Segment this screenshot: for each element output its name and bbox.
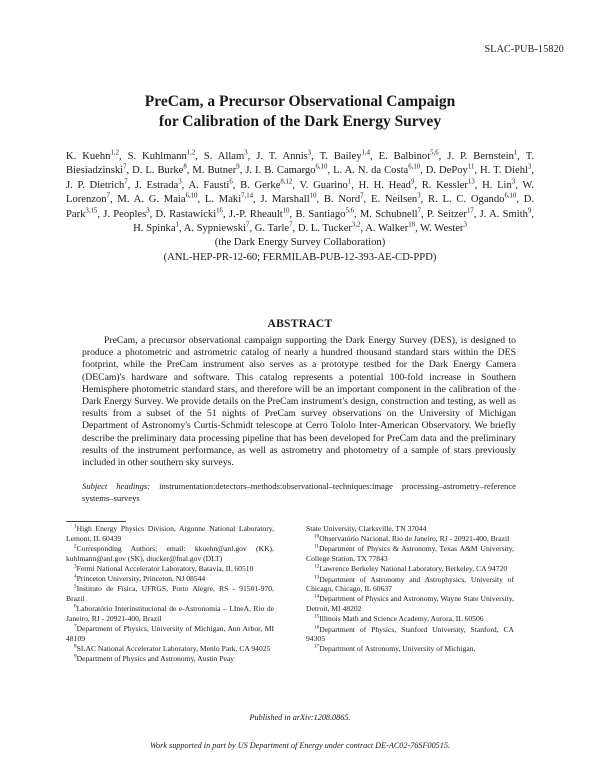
- author-name: P. Seitzer: [426, 208, 467, 220]
- report-numbers: (ANL-HEP-PR-12-60; FERMILAB-PUB-12-393-AE-CD-PPD): [163, 251, 437, 263]
- footnote-number: 2: [74, 543, 77, 550]
- author: [117, 194, 197, 205]
- author-affiliation: 6,10: [185, 192, 198, 200]
- author: [482, 180, 515, 191]
- author-affiliation: 3,2: [351, 221, 361, 229]
- footnote-text: Department of Physics, University of Michigan, Ann Arbor, MI 48109: [66, 624, 274, 643]
- author-name: G. Tarle: [254, 223, 290, 235]
- footnotes-left-column: [66, 524, 274, 664]
- author-name: L. A. N. da Costa: [333, 165, 409, 177]
- author-name: R. Kessler: [421, 179, 468, 191]
- footnote: [306, 524, 514, 534]
- author: [245, 165, 327, 176]
- footnote: [66, 604, 274, 623]
- author: [260, 194, 316, 205]
- author-affiliation: 7,14: [241, 192, 254, 200]
- author-name: J. A. Smith: [479, 208, 528, 220]
- author: [204, 151, 248, 162]
- footnote-text: Illinois Math and Science Academy, Aurora, IL 60506: [319, 614, 484, 624]
- author-affiliation: 6: [229, 178, 233, 186]
- footnote-number: 1: [74, 523, 77, 530]
- author: [480, 209, 532, 220]
- author-affiliation: 3: [417, 192, 421, 200]
- report-number: SLAC-PUB-15820: [484, 44, 564, 55]
- author-name: H. T. Diehl: [480, 165, 528, 177]
- title-line-2: for Calibration of the Dark Energy Survey: [158, 113, 442, 130]
- author-name: J. Marshall: [260, 194, 310, 206]
- footnote-number: 9: [74, 653, 77, 660]
- footnote-text: Department of Physics, Stanford University, Stanford, CA 94305: [306, 624, 514, 644]
- author-name: W. Lorenzon: [66, 179, 535, 206]
- author-name: M. A. G. Maia: [117, 194, 186, 206]
- footnote: [66, 644, 274, 654]
- author-affiliation: 8: [183, 163, 187, 171]
- author-affiliation: 6,10: [315, 163, 328, 171]
- author: [427, 209, 474, 220]
- footnote-number: 12: [314, 563, 320, 570]
- subject-headings-label: Subject headings:: [82, 481, 151, 491]
- author-affiliation: 13: [467, 178, 475, 186]
- author-name: D. L. Tucker: [297, 223, 352, 235]
- footnote-text: Laboratório Interinstitucional de e-Astronomia – LIneA, Rio de Janeiro, RJ - 20921-400, Brazil: [66, 604, 274, 623]
- author-affiliation: 7: [289, 221, 293, 229]
- author: [66, 151, 119, 162]
- footnote: [306, 575, 514, 594]
- footnote-text: Department of Physics and Astronomy, Austin Peay: [76, 654, 235, 664]
- author-affiliation: 3: [146, 207, 150, 215]
- author-name: R. L. C. Ogando: [428, 194, 505, 206]
- support-note: Work supported in part by US Department of Energy under contract DE-AC02-76SF00515.: [149, 741, 451, 750]
- footnote-text: Fermi National Accelerator Laboratory, Batavia, IL 60510: [76, 563, 254, 573]
- footnote-text: Department of Physics & Astronomy, Texas A&M University, College Station, TX 77843: [306, 544, 514, 564]
- author-affiliation: 17: [466, 207, 474, 215]
- footnote-number: 8: [74, 643, 77, 650]
- author-affiliation: 7: [360, 192, 364, 200]
- footnote-text: Observatório Nacional, Rio de Janeiro, RJ - 20921-400, Brazil: [319, 534, 510, 544]
- author-affiliation: 1,2: [186, 149, 196, 157]
- author-name: A. Fausti: [188, 179, 230, 191]
- author-name: A. Walker: [365, 223, 409, 235]
- footnote: [306, 544, 514, 563]
- published-note: Published in arXiv:1208.0865.: [249, 713, 351, 722]
- author: [295, 209, 354, 220]
- author-affiliation: 10: [309, 192, 317, 200]
- footnote-text: Lawrence Berkeley National Laboratory, Berkeley, CA 94720: [319, 564, 508, 574]
- author-list: [66, 150, 534, 265]
- footnote: [66, 584, 274, 603]
- footnote-text: Princeton University, Princeton, NJ 08544: [76, 574, 206, 584]
- author-name: J. Estrada: [135, 179, 179, 191]
- footnote: [66, 564, 274, 574]
- author: [255, 223, 293, 234]
- author-name: H. Spinka: [133, 223, 176, 235]
- author-names: K. Kuehn$^{1,2}$, S. Kuhlmann$^{1,2}$, S. Allam$^3$, J. T. Annis$^3$, T. Bailey$^{1,4}$, E. Balbinot$^{5,6}$, J. P. Bernstein$^1$, T. Biesiadzinski$^7$, D. L. Burke$^8$, M. Butner$^9$, J. I. B. Camargo$^{6,10}$, L. A. N. da Costa$^{6,10}$, D. DePoy$^{11}$, H. T. Diehl$^3$, J. P. Dietrich$^7$, J. Estrada$^3$, A. Fausti$^6$, B. Gerke$^{8,12}$, V. Guarino$^1$, H. H. Head$^9$, R. Kessler$^{13}$, H. Lin$^3$, W. Lorenzon$^7$, M. A. G. Maia$^{6,10}$, L. Maki$^{7,14}$, J. Marshall$^{10}$, B. Nord$^7$, E. Neilsen$^3$, R. L. C. Ogando$^{6,10}$, D. Park$^{3,15}$, J. Peoples$^3$, D. Rastawicki$^{16}$, J.-P. Rheault$^{10}$, B. Santiago$^{5,6}$, M. Schubnell$^7$, P. Seitzer$^{17}$, J. A. Smith$^9$, H. Spinka$^1$, A. Sypniewski$^7$, G. Tarle$^7$, D. L. Tucker$^{3,2}$, A. Walker$^{18}$, W. Wester$^3$: [66, 149, 535, 235]
- subject-headings: [82, 481, 516, 504]
- author: [128, 151, 196, 162]
- author-affiliation: 5,6: [430, 149, 439, 157]
- author: [184, 223, 250, 234]
- footnote-number: 4: [74, 573, 77, 580]
- author-name: D. Rastawicki: [155, 208, 217, 220]
- author-affiliation: 16: [216, 207, 223, 215]
- author-name: J.-P. Rheault: [228, 208, 283, 220]
- author-affiliation: 7: [123, 163, 127, 171]
- author: [359, 180, 415, 191]
- footnote-number: 14: [314, 593, 320, 600]
- author: [66, 180, 128, 191]
- paper-title: [0, 92, 600, 132]
- author-affiliation: 6,10: [504, 192, 517, 200]
- footnote-text: Corresponding Authors; email: kkuehn@anl.gov (KK), kuhlmann@anl.gov (SK), dtucker@fnal.gov (DLT): [66, 543, 274, 563]
- footnote: [306, 564, 514, 574]
- author: [428, 194, 516, 205]
- author-affiliation: 7: [124, 178, 128, 186]
- author-affiliation: 5,6: [345, 207, 354, 215]
- author-affiliation: 9: [527, 207, 532, 215]
- footnote-text: Department of Physics and Astronomy, Wayne State University, Detroit, MI 48202: [306, 594, 514, 614]
- footnote: [66, 524, 274, 543]
- footnote-text: High Energy Physics Division, Argonne National Laboratory, Lemont, IL 60439: [66, 524, 274, 543]
- author-name: A. Sypniewski: [183, 223, 247, 235]
- footnote: [306, 594, 514, 613]
- author-affiliation: 9: [410, 178, 415, 186]
- abstract-heading: ABSTRACT: [267, 318, 333, 330]
- author: [205, 194, 253, 205]
- footnote-rule: [66, 521, 126, 522]
- author-affiliation: 1,2: [110, 149, 119, 157]
- footnote-text: Instituto de Física, UFRGS, Porto Alegre, RS - 91501-970, Brazil: [66, 584, 274, 603]
- author: [156, 209, 223, 220]
- author: [103, 209, 149, 220]
- author: [447, 151, 517, 162]
- author-affiliation: 1: [175, 221, 179, 229]
- author-affiliation: 7: [246, 221, 250, 229]
- footnote-number: 10: [314, 533, 320, 540]
- author-affiliation: 1: [513, 149, 518, 157]
- footnote: [66, 574, 274, 584]
- author-affiliation: 3: [463, 221, 467, 229]
- author-name: B. Gerke: [240, 179, 281, 191]
- footnote-number: 7: [74, 623, 77, 630]
- author-affiliation: 18: [408, 221, 416, 229]
- author-name: J. P. Dietrich: [66, 179, 125, 191]
- author-affiliation: 10: [282, 207, 290, 215]
- author-name: L. Maki: [204, 194, 242, 206]
- footnote: [306, 614, 514, 624]
- author-name: D. DePoy: [425, 165, 468, 177]
- author-name: T. Biesiadzinski: [66, 151, 535, 177]
- author: [188, 180, 232, 191]
- footnote-number: 11: [314, 543, 319, 550]
- author-name: E. Neilsen: [370, 194, 418, 206]
- author-name: J. Peoples: [103, 208, 147, 220]
- subject-headings-text: instrumentation:detectors–methods:observational–techniques:image processing–astrometry–reference systems–surveys: [82, 481, 516, 503]
- footnote: [306, 534, 514, 544]
- author: [379, 151, 439, 162]
- author-name: V. Guarino: [299, 179, 348, 191]
- author: [320, 151, 370, 162]
- author-affiliation: 3: [244, 149, 248, 157]
- author: [256, 151, 311, 162]
- author-name: H. H. Head: [358, 179, 411, 191]
- author-name: J. T. Annis: [256, 151, 308, 162]
- author: [420, 223, 467, 234]
- author: [365, 223, 415, 234]
- author-name: W. Wester: [420, 223, 464, 235]
- author-name: B. Santiago: [295, 208, 346, 220]
- author-name: M. Butner: [192, 165, 237, 177]
- footnote-text: SLAC National Accelerator Laboratory, Menlo Park, CA 94025: [76, 643, 271, 653]
- author-affiliation: 3,15: [85, 207, 98, 215]
- author-name: J. P. Bernstein: [447, 151, 514, 162]
- author-affiliation: 3: [178, 178, 182, 186]
- author-affiliation: 9: [236, 163, 240, 171]
- footnote: [66, 544, 274, 563]
- collaboration: (the Dark Energy Survey Collaboration): [214, 237, 386, 249]
- author-name: D. Park: [66, 194, 535, 220]
- author-name: B. Nord: [323, 194, 361, 206]
- author-affiliation: 11: [467, 163, 475, 171]
- author: [240, 180, 292, 191]
- author-affiliation: 8,12: [280, 178, 293, 186]
- footnote-text: Department of Astronomy and Astrophysics, University of Chicago, Chicago, IL 60637: [306, 574, 514, 594]
- footnote-number: 13: [314, 573, 320, 580]
- author-name: M. Schubnell: [359, 208, 418, 220]
- author: [422, 180, 475, 191]
- author-name: H. Lin: [482, 179, 512, 191]
- footnotes-right-column: [306, 524, 514, 655]
- footnote-number: 16: [314, 624, 320, 630]
- abstract-body: PreCam, a precursor observational campaign supporting the Dark Energy Survey (DES), is designed to produce a photometric and astrometric catalog of nearly a hundred thousand standard stars within the DES footprint, while the PreCam instrument also serves as a prototype testbed for the Dark Energy Camera (DECam)'s hardware and software. This catalog represents a potential 100-fold increase in Southern Hemisphere photometric standard stars, and therefore will be an important component in the calibration of the Dark Energy Survey. We provide details on the PreCam instrument's design, construction and testing, as well as results from a subset of the 51 nights of PreCam survey observations on the University of Michigan Department of Astronomy's Curtis-Schmidt telescope at Cerro Tololo Inter-American Observatory. We briefly describe the preliminary data processing pipeline that has been developed for PreCam data and the preliminary results of the instrument performance, as well as astrometry and photometry of a sample of stars previously included in other southern sky surveys.: [82, 335, 516, 469]
- author: [132, 165, 187, 176]
- author: [426, 165, 475, 176]
- author-name: E. Balbinot: [378, 151, 431, 162]
- footnote-text: Department of Astronomy, University of Michigan,: [319, 644, 476, 654]
- footnote: [66, 624, 274, 643]
- author-name: J. I. B. Camargo: [245, 165, 316, 177]
- author: [360, 209, 421, 220]
- footnote-number: 6: [74, 603, 77, 610]
- footnote: [306, 625, 514, 644]
- author-affiliation: 7: [106, 192, 110, 200]
- author: [299, 180, 351, 191]
- author-affiliation: 3: [307, 149, 312, 157]
- author: [229, 209, 290, 220]
- author-name: D. L. Burke: [132, 165, 184, 177]
- footnote-text: State University, Clarksville, TN 37044: [306, 524, 427, 533]
- footnote-number: 3: [74, 563, 77, 570]
- author: [192, 165, 239, 176]
- footnote-number: 17: [314, 643, 320, 650]
- footnote: [66, 654, 274, 664]
- author-affiliation: 3: [511, 178, 516, 186]
- author-name: T. Bailey: [319, 151, 362, 162]
- author-affiliation: 6,10: [408, 163, 421, 171]
- author: [480, 165, 531, 176]
- author-name: S. Kuhlmann: [127, 151, 187, 162]
- footnote: [306, 644, 514, 654]
- author-name: K. Kuehn: [66, 151, 111, 162]
- author-affiliation: 1,4: [361, 149, 371, 157]
- author-affiliation: 3: [527, 163, 532, 171]
- author-name: S. Allam: [203, 151, 245, 162]
- author: [371, 194, 421, 205]
- author: [324, 194, 364, 205]
- author-affiliation: 1: [347, 178, 352, 186]
- author: [133, 223, 179, 234]
- footnote-number: 15: [314, 613, 320, 620]
- author: [333, 165, 420, 176]
- author: [135, 180, 182, 191]
- author-affiliation: 7: [417, 207, 421, 215]
- title-line-1: PreCam, a Precursor Observational Campaign: [144, 93, 456, 110]
- author: [298, 223, 361, 234]
- footnote-number: 5: [74, 583, 77, 590]
